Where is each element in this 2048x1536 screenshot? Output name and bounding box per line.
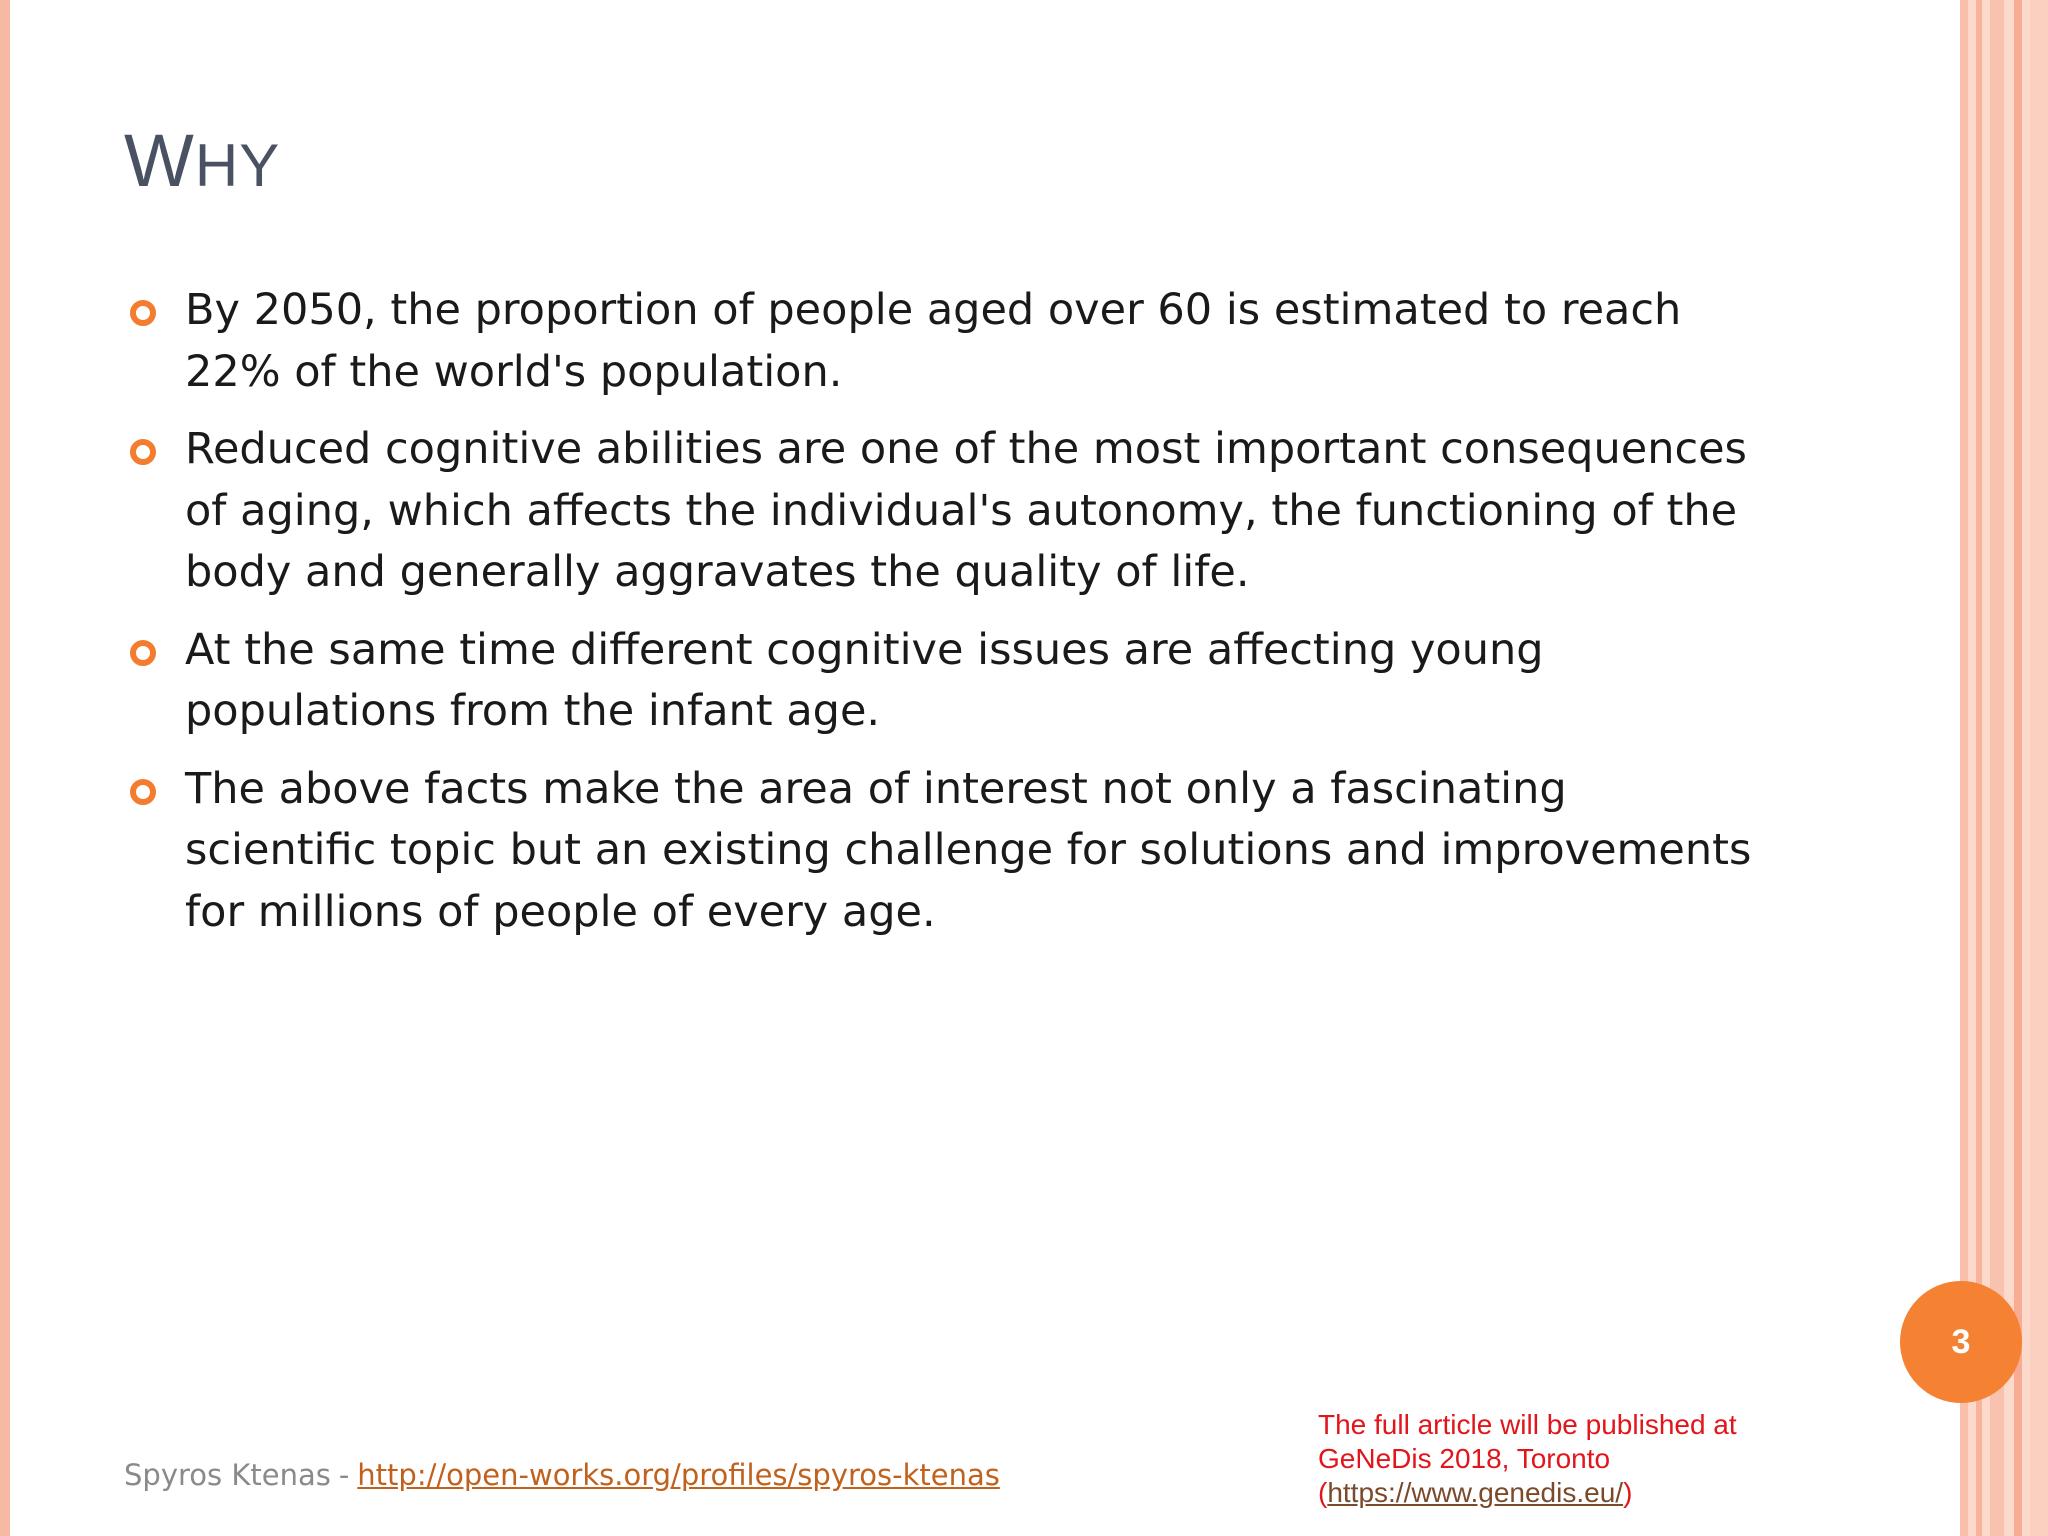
bullet-text: Reduced cognitive abilities are one of the most important consequences of aging, which affects the individual's autonomy, the functioning of the body and generally aggravates the quality of life. <box>185 424 1747 597</box>
slide-title-rest: HY <box>194 132 281 199</box>
page-number-badge <box>1900 1281 2022 1403</box>
author-profile-link[interactable]: http://open-works.org/profiles/spyros-ktenas <box>357 1458 1000 1492</box>
note-open-paren: ( <box>1318 1477 1328 1508</box>
genedis-link[interactable]: https://www.genedis.eu/ <box>1327 1477 1624 1508</box>
ring-bullet-icon <box>130 779 156 805</box>
publication-note <box>1318 1408 1798 1510</box>
note-line-3 <box>1318 1476 1798 1510</box>
bullet-text: By 2050, the proportion of people aged over 60 is estimated to reach 22% of the world's population. <box>185 285 1682 397</box>
bullet-list <box>130 280 1770 959</box>
bullet-item <box>130 419 1770 604</box>
note-line-1: The full article will be published at <box>1318 1409 1737 1440</box>
right-stripe <box>2030 0 2048 1536</box>
bullet-item <box>130 620 1770 743</box>
note-close-paren: ) <box>1623 1477 1633 1508</box>
slide-title-initial: W <box>124 119 195 202</box>
page-number: 3 <box>1951 1322 1971 1361</box>
right-stripe <box>2014 0 2022 1536</box>
ring-bullet-icon <box>130 439 156 465</box>
author-name: Spyros Ktenas <box>124 1458 331 1492</box>
bullet-text: The above facts make the area of interest not only a fascinating scientific topic but an existing challenge for solutions and improvements for millions of people of every age. <box>185 763 1752 937</box>
note-line-2: GeNeDis 2018, Toronto <box>1318 1443 1611 1474</box>
bullet-item <box>130 759 1770 944</box>
left-border-decoration <box>0 0 10 1536</box>
footer-author <box>124 1458 1000 1492</box>
bullet-item <box>130 280 1770 403</box>
slide-title <box>124 118 280 203</box>
footer-separator: - <box>338 1458 350 1492</box>
bullet-text: At the same time different cognitive issues are affecting young populations from the infant age. <box>185 624 1544 736</box>
ring-bullet-icon <box>130 300 156 326</box>
ring-bullet-icon <box>130 640 156 666</box>
